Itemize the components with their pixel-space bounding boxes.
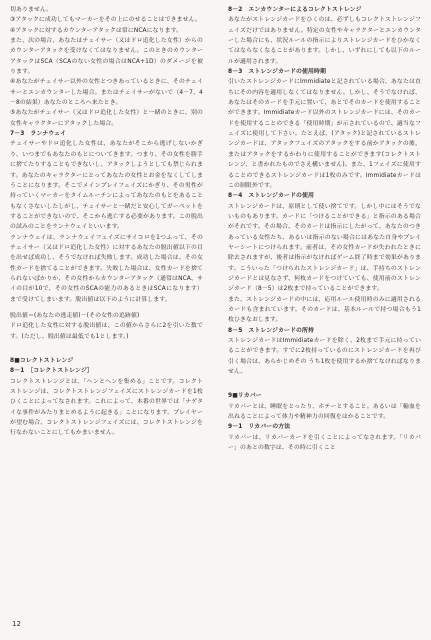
- subsection-heading: 8－1 ［コレクトストレンジ］: [10, 368, 93, 375]
- paragraph: ④アタックに対するカウンターアタックは常にNCAになります。: [10, 27, 183, 34]
- section-heading: 9■リカバー: [228, 393, 262, 400]
- page-number: 12: [12, 620, 21, 628]
- left-column: [10, 5, 203, 439]
- subsection-heading: 9－1 リカバーの方法: [228, 424, 291, 431]
- paragraph: 引いたストレンジカードにImmidiateと記されている場合、あなたは直ちにその内容を適用しなくてはなりません。しかし、そうでなければ、あなたはそのカードを手元に置いて、あとでそのカードを使用することができます。Immidiateカード以外のストレンジカードには、そのカードを使用することのできる「使用時期」が示されているので、適当なフェイズに使用して下さい。たとえば、(アタック)と記されているストレンジカードは、アタックフェイズのアタックをする前かアタックの後、またはアタックをするかわりに使用することができます(コレクトストレンジ、と書かれたものでさえ構いません)。また、1フェイズに使用することのできるストレンジカードは1枚のみです。Immidiateカードはこの制限外です。: [228, 79, 421, 189]
- subsection-heading: 8－2 エンカウンターによるコレクトストレンジ: [228, 7, 362, 13]
- paragraph: 切ありません。: [10, 7, 53, 13]
- paragraph: あなたがストレンジカードをひくのは、必ずしもコレクトストレンジフェイズだけではありません。特定の女性やキャラクターとエンカウンターした場合にも、状況ルールの指示によりストレンジカードをひかなくてはならなくなることがあります。しかし、いずれにしても以下のルールが適用されます。: [228, 17, 421, 65]
- paragraph: リカバーは、リカバーカードを引くことによってなされます。「リカバー」のあとの数字は、その時に引くこと: [228, 434, 421, 452]
- paragraph: ランナウェイは、ランナウェイフェイズにサイコロを1つふって、そのチェイサー（又はドロ追化した女性）に対するあなたの脱出値以下の目を出せば成功し、そうでなければ失敗します。成功した場合は、その女性カードを捨てることができます。失敗した場合は、女性カードを捨てられないばかりか、その女性からカウンターアタック（通常はNCA、サイの目が10で、その女性のSCAの能力のあるときはSCAになります）まで受けてしまいます。脱出値は以下のように計算します。: [10, 234, 203, 303]
- paragraph: ④あなたがチェイサー以外の女性とつきあっているときに、そのチェイサーとエンカウンターした場合。またはチェイサーがないで（4－7、4－8の結果）あなたのところへ来たとき。: [10, 79, 203, 107]
- subsection-heading: 8－4 ストレンジカードの使用: [228, 193, 314, 200]
- paragraph: チェイサーやドロ追化した女性は、あなたがそこから逃げしないかぎり、いつまでもあなたのもとについてきます。つまり、その女性を勝手に捨てたりすることもできないし、アタックしようとしても禁じられます。あなたのキャラクターにとってあなたの女性とお金をなくしてしまうことになります。そこでメインプレイフェイズにかぎり、その男性が持っていくマーカーをタイムルーチンによってあなたのもとをあることもなくさないしたしがし、チェイサーと一緒だと安心してガーペットをすることができないので、そこから逃亡する必要があります。この脱出の試みのことをランナウェイといいます。: [10, 141, 203, 231]
- paragraph: 脱出値＝(あなたの逃走値)－(その女性の追跡値): [10, 312, 140, 319]
- section-heading: 8■コレクトストレンジ: [10, 358, 74, 364]
- subsection-heading: 8－3 ストレンジカードの使用時期: [228, 69, 326, 76]
- subsection-heading: 7－3 ランナウェイ: [10, 131, 67, 138]
- spacer: [228, 377, 421, 387]
- paragraph: ストレンジカードは、原則として使い捨てです。しかし中にはそうでないものもあります。カードに「つけることができる」と指示のある場合がそれです。その場合、そのカードは指示にしたがって、あなたのつきあっている女性たち、あるいは指示のない場合にはあなた自身やプレイヤーシートにつけられます。前者は、その女性カードが失われたときに除去されますが、後者は指示がなければゲーム終了時まで効果があります。こういった「つけられたストレンジカード」は、手持ちのストレンジカードとは見なさず、何枚カードをつけていても、使用前のストレンジカード（8－5）は2枚まで持っていることができます。: [228, 203, 421, 293]
- paragraph: また、次の場合、あなたはチェイサー（又はドロ追化した女性）からのカウンターアタックを受けなくてはなりません。このときのカウンターアタックはSCA（SCAのない女性の場合はNCA+1D）のダメージを被ります。: [10, 38, 203, 76]
- paragraph: ③アタックに成功してもマーカーをその上にのせることはできません。: [10, 17, 201, 24]
- spacer: [10, 342, 203, 352]
- paragraph: ⑤あなたがチェイサー（又はドロ追化した女性）と一緒のときに、別の女性キャラクターにアタックした場合。: [10, 110, 203, 127]
- subsection-heading: 8－5 ストレンジカードの所持: [228, 327, 314, 334]
- paragraph: ドロ追化した女性に対する脱出値は、この値からさらに2を引いた数です。(ただし、脱出値は最低でも1とします。): [10, 323, 203, 340]
- paragraph: また、ストレンジカードの中には、応用ルール使用時のみに適用されるカードも含まれています。そのカードは、基本ルールで持つ場合もう1枚ひきなおします。: [228, 296, 421, 324]
- paragraph: コレクトストレンジとは、「へンとヘンを集める」ことです。コレクトストレンジは、コレクトストレンジフェイズにストレンジカードを1枚ひくことによってなされます。これによって、本番の世界では「ナゲタイな事件がみたりまとめるように起きる」ことになります。プレイヤーが望む場合、コレクトストレンジフェイズには、コレクトストレンジを行なわないことにしてもかまいません。: [10, 378, 203, 437]
- paragraph: ストレンジカードはImmidiateカードを除く、2枚まで手元に持っていることができます。すでに2枚持っているのにストレンジカードを再び引く場合は、あらかじめその うち1枚を使用するか捨てなければなりません。: [228, 338, 421, 376]
- paragraph: リカバーとは、睡眠をとったり、ホテーとすること。あるいは「輸血を出ねることによって体力や精神力の回復をはかることです。: [228, 403, 421, 421]
- right-column: [228, 5, 421, 453]
